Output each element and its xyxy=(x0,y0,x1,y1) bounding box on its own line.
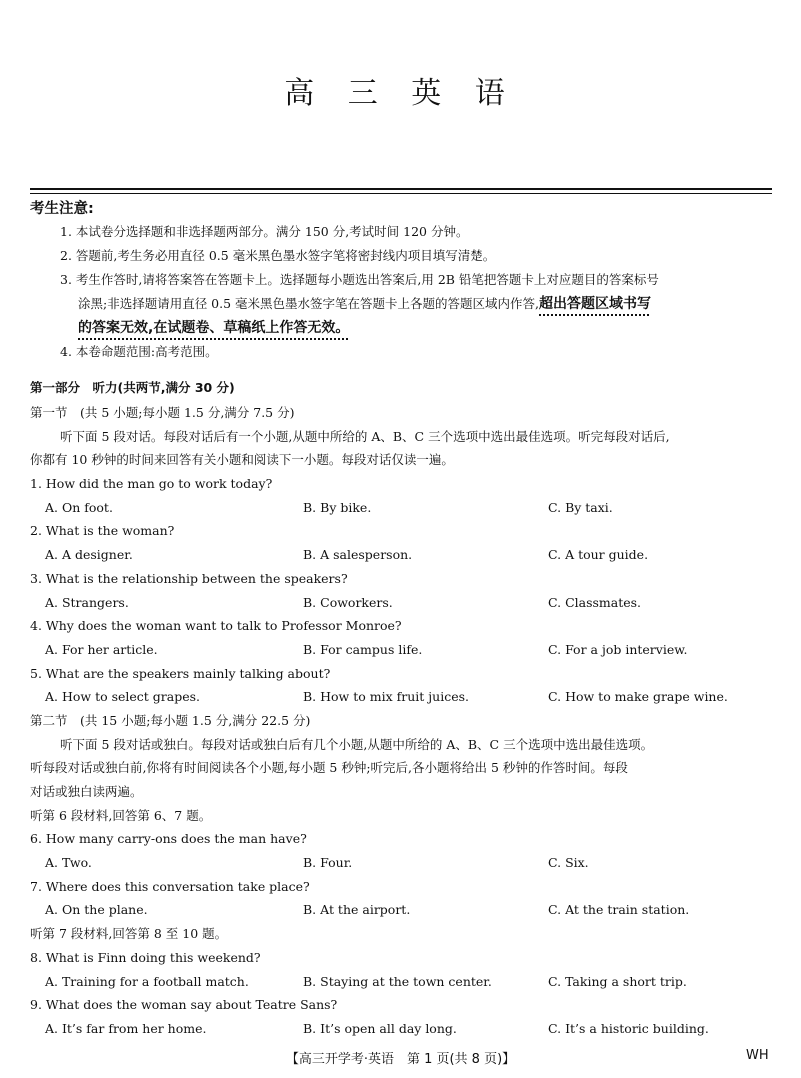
option-c: C. By taxi. xyxy=(548,499,613,515)
option-c: C. For a job interview. xyxy=(548,641,688,657)
question-options xyxy=(30,496,780,520)
option-a: A. On foot. xyxy=(45,499,113,515)
question-stem: 7. Where does this conversation take place? xyxy=(30,878,310,894)
notice-emphasis: 的答案无效,在试题卷、草稿纸上作答无效。 xyxy=(78,320,350,336)
question-options xyxy=(30,591,780,615)
question-stem: 4. Why does the woman want to talk to Professor Monroe? xyxy=(30,618,402,634)
notice-item: 2. 答题前,考生务必用直径 0.5 毫米黑色墨水签字笔将密封线内项目填写清楚。 xyxy=(60,248,496,263)
part-heading: 第一部分 听力(共两节,满分 30 分) xyxy=(30,380,235,395)
page-footer: 【高三开学考·英语 第 1 页(共 8 页)】 xyxy=(285,1052,516,1067)
question-options xyxy=(30,851,780,875)
option-c: C. Six. xyxy=(548,855,589,871)
notice-item: 1. 本试卷分选择题和非选择题两部分。满分 150 分,考试时间 120 分钟。 xyxy=(60,224,469,239)
question-options xyxy=(30,685,780,709)
option-b: B. At the airport. xyxy=(303,902,411,918)
notice-item-continued xyxy=(30,292,775,316)
option-c: C. Taking a short trip. xyxy=(548,973,687,989)
option-b: B. Four. xyxy=(303,855,353,871)
notice-item: 3. 考生作答时,请将答案答在答题卡上。选择题每小题选出答案后,用 2B 铅笔把答题卡上对应题目的答案标号 xyxy=(60,272,659,287)
question-stem: 1. How did the man go to work today? xyxy=(30,476,273,492)
option-a: A. A designer. xyxy=(45,547,133,563)
option-b: B. A salesperson. xyxy=(303,547,413,563)
option-c: C. Classmates. xyxy=(548,594,642,610)
divider xyxy=(30,188,772,190)
option-c: C. A tour guide. xyxy=(548,547,649,563)
option-b: B. For campus life. xyxy=(303,641,423,657)
option-b: B. Coworkers. xyxy=(303,594,393,610)
section-instructions: 听下面 5 段对话或独白。每段对话或独白后有几个小题,从题中所给的 A、B、C 三个选项中选出最佳选项。 xyxy=(60,736,654,752)
divider xyxy=(30,193,772,194)
question-stem: 9. What does the woman say about Teatre Sans? xyxy=(30,997,338,1013)
option-c: C. It’s a historic building. xyxy=(548,1020,709,1036)
question-options xyxy=(30,898,780,922)
section-instructions: 对话或独白读两遍。 xyxy=(30,784,143,799)
option-b: B. Staying at the town center. xyxy=(303,973,492,989)
question-options xyxy=(30,970,780,994)
section-instructions: 你都有 10 秒钟的时间来回答有关小题和阅读下一小题。每段对话仅读一遍。 xyxy=(30,452,454,468)
section-heading: 第一节 (共 5 小题;每小题 1.5 分,满分 7.5 分) xyxy=(30,405,295,420)
notice-item-continued xyxy=(30,316,775,340)
option-a: A. How to select grapes. xyxy=(45,689,201,705)
option-a: A. It’s far from her home. xyxy=(45,1020,207,1036)
option-b: B. By bike. xyxy=(303,499,372,515)
notice-emphasis: 超出答题区域书写 xyxy=(539,296,652,312)
question-options xyxy=(30,638,780,662)
section-heading: 第二节 (共 15 小题;每小题 1.5 分,满分 22.5 分) xyxy=(30,712,311,728)
section-instructions: 听下面 5 段对话。每段对话后有一个小题,从题中所给的 A、B、C 三个选项中选出最佳选项。听完每段对话后, xyxy=(60,428,670,444)
notice-item: 4. 本卷命题范围:高考范围。 xyxy=(60,344,218,359)
exam-notice xyxy=(30,198,775,364)
question-stem: 5. What are the speakers mainly talking about? xyxy=(30,665,331,681)
option-a: A. Strangers. xyxy=(45,594,129,610)
option-a: A. Two. xyxy=(45,855,92,871)
page-title: 高 三 英 语 xyxy=(284,76,517,111)
notice-text: 涂黑;非选择题请用直径 0.5 毫米黑色墨水签字笔在答题卡上各题的答题区域内作答, xyxy=(78,296,540,311)
option-a: A. On the plane. xyxy=(45,902,148,918)
option-c: C. At the train station. xyxy=(548,902,690,918)
listening-part xyxy=(30,375,780,1041)
section-instructions: 听每段对话或独白前,你将有时间阅读各个小题,每小题 5 秒钟;听完后,各小题将给出 5 秒钟的作答时间。每段 xyxy=(30,760,628,776)
option-a: A. Training for a football match. xyxy=(45,973,249,989)
option-a: A. For her article. xyxy=(45,641,158,657)
question-stem: 3. What is the relationship between the speakers? xyxy=(30,570,348,586)
question-stem: 6. How many carry-ons does the man have? xyxy=(30,831,307,847)
question-options xyxy=(30,543,780,567)
material-heading: 听第 7 段材料,回答第 8 至 10 题。 xyxy=(30,926,228,942)
material-heading: 听第 6 段材料,回答第 6、7 题。 xyxy=(30,807,212,823)
question-stem: 2. What is the woman? xyxy=(30,523,175,539)
option-b: B. How to mix fruit juices. xyxy=(303,689,469,705)
notice-heading: 考生注意: xyxy=(30,201,94,217)
option-c: C. How to make grape wine. xyxy=(548,689,728,705)
footer-tag: WH xyxy=(746,1048,769,1063)
option-b: B. It’s open all day long. xyxy=(303,1020,457,1036)
question-options xyxy=(30,1017,780,1041)
question-stem: 8. What is Finn doing this weekend? xyxy=(30,949,261,965)
